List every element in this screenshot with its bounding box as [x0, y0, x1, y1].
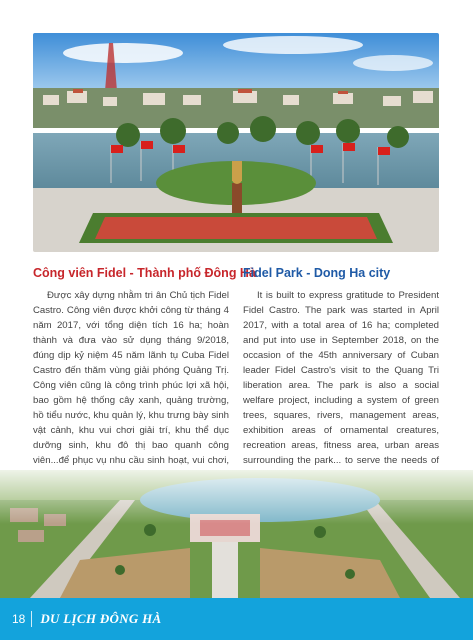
vietnamese-body: Được xây dựng nhằm tri ân Chủ tịch Fidel Castro. Công viên được khởi công từ tháng 4 năm 2017, với tổng diện tích 16 ha; hoàn thành và đưa vào sử dụng tháng 9/2018, đúng dịp kỷ niệm 45 năm lãnh tụ Cuba Fidel Castro đến thăm vùng giải phóng Quảng Trị. Công viên cũng là công trình phúc lợi xã hội, bao gồm hệ thống cây xanh, quảng trường, hồ tiểu nước, khu quản lý, khu trưng bày sinh vật cảnh, khu vui chơi giải trí, khu thể dục dưỡng sinh, khu đô thị bao quanh công viên...để phục vụ nhu cầu sinh hoạt, vui chơi,: [33, 290, 229, 466]
page-number: 18: [12, 611, 32, 627]
english-body: It is built to express gratitude to President Fidel Castro. The park was started in April 2017, with a total area of 16 ha; completed and put into use in September 2018, on the occasion of the 45th anniversary of Cuban leader Fidel Castro's visit to the Quang Tri liberation area. The park is also a social welfare project, including a system of green trees, squares, rivers, management areas, exhibition areas of ornamental creatures, recreation areas, fitness area, urban areas surrounding the park... to serve the needs of: [243, 290, 439, 466]
aerial-park-photo: [0, 470, 473, 598]
publication-title: DU LỊCH ĐÔNG HÀ: [40, 611, 162, 626]
page-footer: [0, 598, 473, 640]
vietnamese-heading: Công viên Fidel - Thành phố Đông Hà: [33, 266, 256, 280]
english-heading: Fidel Park - Dong Ha city: [243, 266, 391, 280]
top-park-photo: [33, 33, 439, 252]
